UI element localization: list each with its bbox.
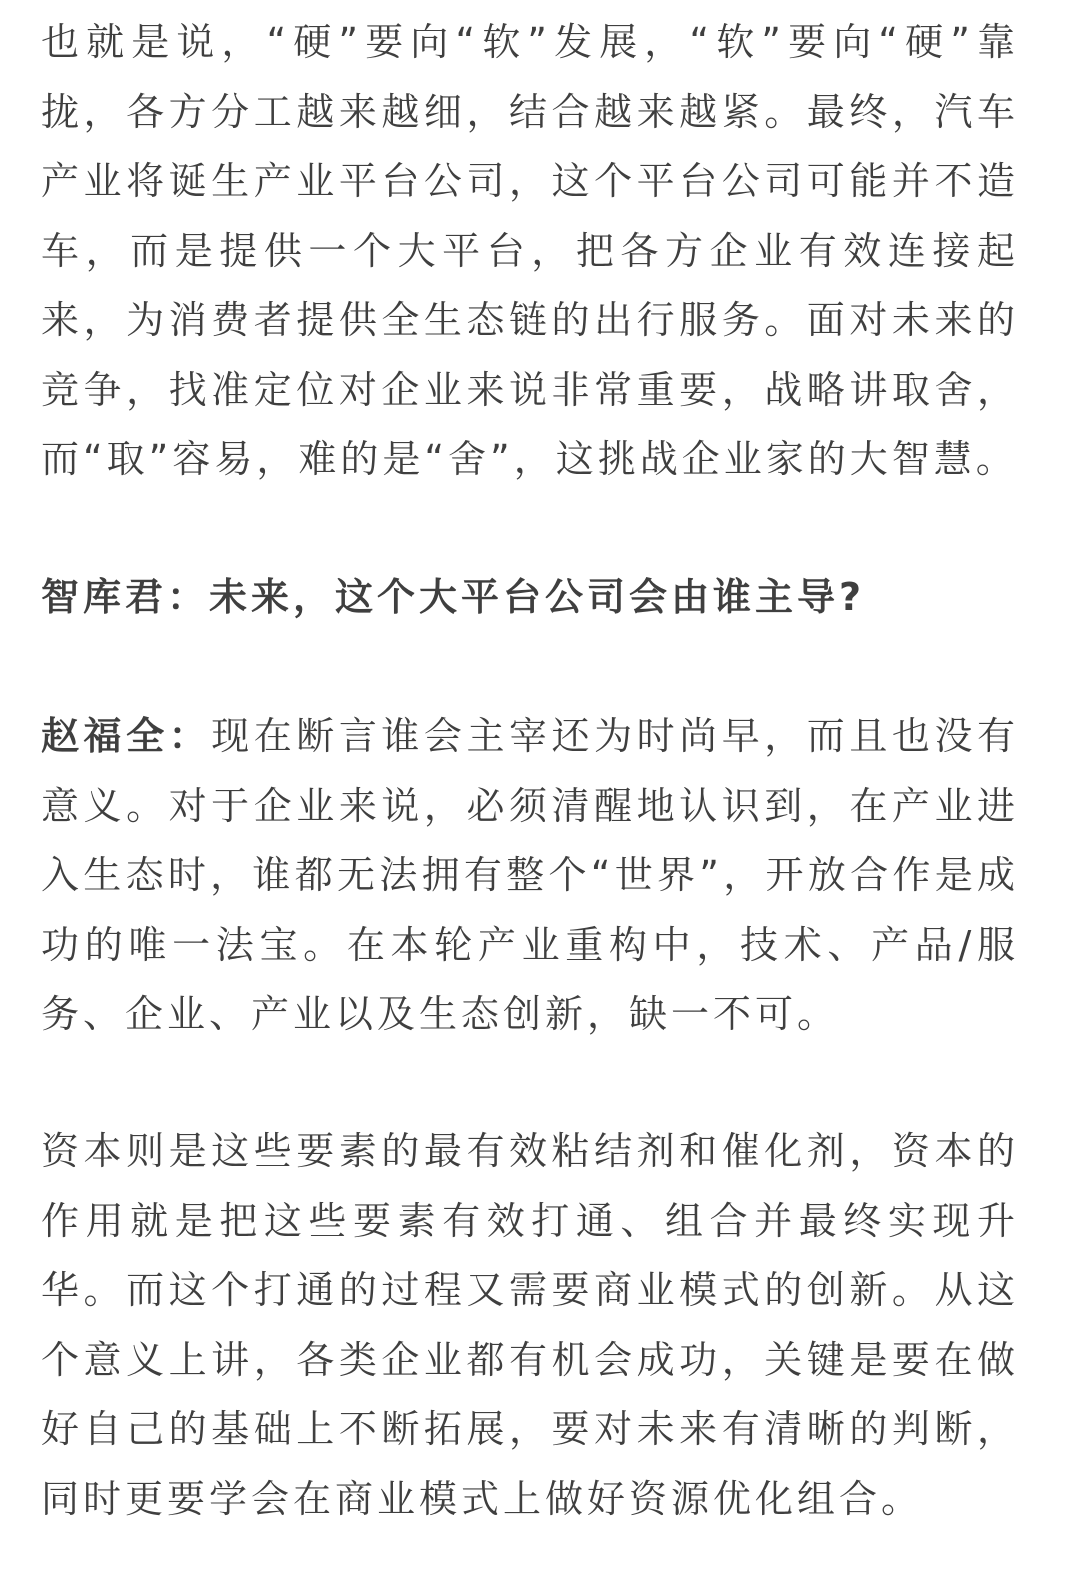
paragraph-intro: 也就是说，“硬”要向“软”发展，“软”要向“硬”靠拢，各方分工越来越细，结合越来越紧。最终，汽车产业将诞生产业平台公司，这个平台公司可能并不造车，而是提供一个大平台，把各方企业有效连接起来，为消费者提供全生态链的出行服务。面对未来的竞争，找准定位对企业来说非常重要，战略讲取舍，而“取”容易，难的是“舍”，这挑战企业家的大智慧。 [41,20,1019,481]
answer-text: 现在断言谁会主宰还为时尚早，而且也没有意义。对于企业来说，必须清醒地认识到，在产业进入生态时，谁都无法拥有整个“世界”，开放合作是成功的唯一法宝。在本轮产业重构中，技术、产品/服务、企业、产业以及生态创新，缺一不可。 [41,714,1019,1036]
question-speaker: 智库君： [41,575,210,619]
answer-speaker: 赵福全： [41,714,212,758]
answer-paragraph [41,702,1019,1050]
question-text: 未来，这个大平台公司会由谁主导? [209,575,866,619]
question-paragraph [41,563,1019,633]
paragraph-capital: 资本则是这些要素的最有效粘结剂和催化剂，资本的作用就是把这些要素有效打通、组合并最终实现升华。而这个打通的过程又需要商业模式的创新。从这个意义上讲，各类企业都有机会成功，关键是要在做好自己的基础上不断拓展，要对未来有清晰的判断，同时更要学会在商业模式上做好资源优化组合。 [41,1129,1019,1521]
